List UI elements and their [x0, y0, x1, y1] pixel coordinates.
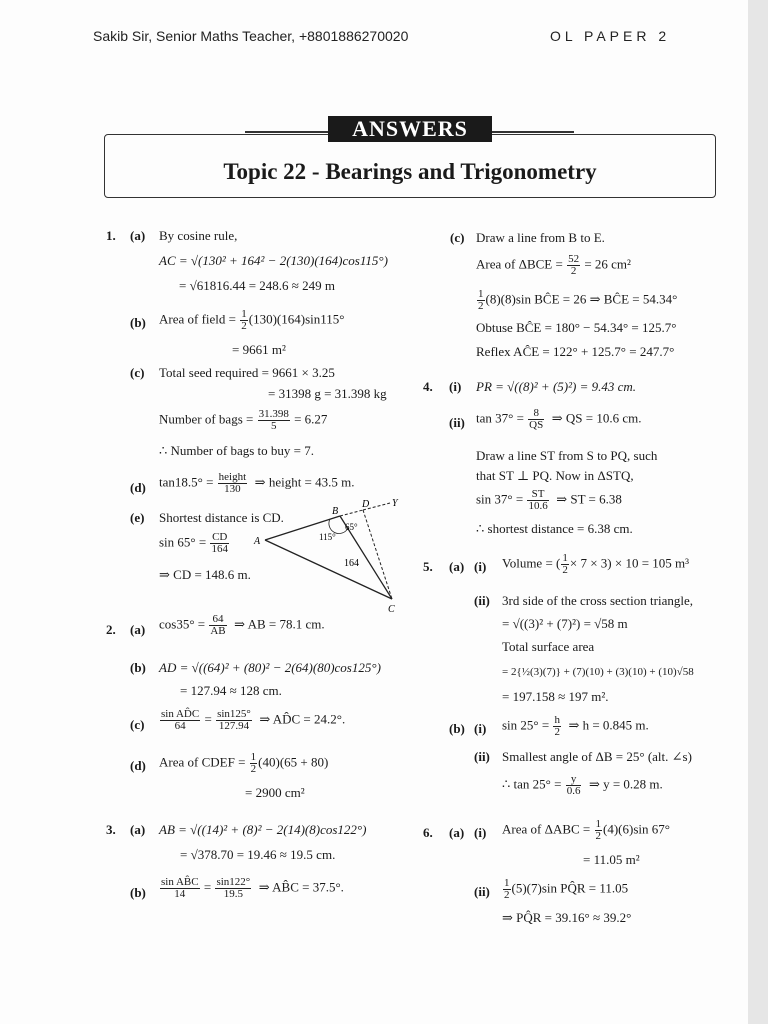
q1a-label: (a)	[130, 228, 146, 243]
q1e-line1: Shortest distance is CD.	[159, 510, 284, 525]
fraction-den: 19.5	[223, 888, 243, 900]
q2c-result: ⇒ AD̂C = 24.2°.	[259, 711, 346, 727]
fraction	[250, 752, 258, 775]
q5aii-label: (ii)	[474, 593, 490, 608]
fraction-num: 1	[250, 751, 257, 763]
fraction	[528, 408, 544, 431]
q3a-line2: = √378.70 = 19.46 ≈ 19.5 cm.	[180, 847, 336, 862]
fraction-den: 2	[554, 726, 560, 738]
q1b-line2: = 9661 m²	[232, 342, 286, 357]
q4ii-result: ⇒ QS = 10.6 cm.	[551, 410, 642, 426]
fraction-num: 1	[504, 877, 510, 889]
q6-number: 6.	[423, 825, 433, 840]
q1e-text: sin 65° =	[159, 534, 207, 550]
q3b-line	[159, 877, 344, 900]
fraction-den: 5	[270, 420, 277, 432]
fraction	[567, 254, 580, 277]
q6aii-line	[502, 878, 628, 901]
fraction	[218, 472, 248, 495]
q1c2-line5: Reflex AĈE = 122° + 125.7° = 247.7°	[476, 344, 675, 359]
fraction-den: 130	[224, 483, 241, 495]
fraction-den: 64	[174, 720, 186, 732]
fraction-den: 164	[211, 543, 228, 555]
q1c2-label: (c)	[450, 230, 465, 245]
q3b-label: (b)	[130, 885, 146, 900]
q6ai-text: Area of ΔABC =	[502, 821, 591, 837]
q5-number: 5.	[423, 559, 433, 574]
fraction	[215, 877, 251, 900]
equals-sign: =	[204, 711, 212, 727]
q2b-line2: = 127.94 ≈ 128 cm.	[180, 683, 282, 698]
fraction	[503, 878, 511, 901]
fraction-num: 8	[528, 408, 544, 420]
q5bii-result: ⇒ y = 0.28 m.	[588, 776, 663, 792]
fraction	[240, 309, 248, 332]
fraction	[258, 409, 290, 432]
fraction	[160, 877, 200, 900]
fraction-num: 31.398	[258, 408, 289, 420]
angle-65: 65°	[345, 522, 358, 532]
q5bi-text: sin 25° =	[502, 717, 550, 733]
q2a-line	[159, 614, 325, 637]
q1c-text: Number of bags =	[159, 411, 254, 427]
fraction	[527, 489, 548, 512]
fraction-den: 2	[478, 300, 484, 312]
q4i-label: (i)	[449, 379, 462, 394]
q5a-label: (a)	[449, 559, 465, 574]
q2d-rest: (40)(65 + 80)	[258, 754, 329, 770]
q6ai-rest: (4)(6)sin 67°	[603, 821, 670, 837]
fraction-den: 2	[504, 889, 510, 901]
line-dc	[363, 510, 392, 599]
fraction-num: 1	[478, 288, 484, 300]
q2c-label: (c)	[130, 717, 145, 732]
q1c2-line1: Draw a line from B to E.	[476, 230, 605, 245]
fraction-den: 2	[595, 830, 602, 842]
header-paper: OL PAPER 2	[550, 28, 671, 44]
q5b-label: (b)	[449, 721, 465, 736]
fraction-num: 52	[568, 253, 580, 265]
fraction-num: y	[566, 774, 582, 786]
q6a-label: (a)	[449, 825, 465, 840]
fraction-num: h	[554, 714, 560, 726]
fraction-num: height	[218, 471, 247, 483]
q5bii-label: (ii)	[474, 749, 490, 764]
q5bi-result: ⇒ h = 0.845 m.	[568, 717, 649, 733]
fraction-num: 64	[209, 614, 226, 626]
banner-rule-left	[245, 131, 328, 133]
fraction-den: 2	[570, 265, 577, 277]
q2a-label: (a)	[130, 622, 146, 637]
q2b-label: (b)	[130, 660, 146, 675]
q1c2-line3	[476, 289, 677, 312]
q5ai-line	[502, 553, 689, 576]
banner-rule-right	[492, 131, 574, 133]
q4-line5	[476, 489, 622, 512]
q1d-label: (d)	[130, 480, 146, 495]
fraction-den: 127.94	[218, 720, 250, 732]
q4-line3: Draw a line ST from S to PQ, such	[476, 448, 658, 463]
label-b: B	[332, 506, 339, 517]
q1c-line2: = 31398 g = 31.398 kg	[268, 386, 387, 401]
q3b-result: ⇒ AB̂C = 37.5°.	[258, 879, 344, 895]
fraction-num: sin122°	[216, 876, 251, 888]
fraction-den: 14	[174, 888, 186, 900]
q6ai-line2: = 11.05 m²	[583, 852, 640, 867]
fraction-num: sin AD̂C	[161, 708, 200, 720]
fraction-num: 1	[562, 552, 568, 564]
q2d-line2: = 2900 cm²	[245, 785, 305, 800]
q1-number: 1.	[106, 228, 116, 243]
q4-line6: ∴ shortest distance = 6.38 cm.	[476, 521, 633, 536]
q1b-text: Area of field =	[159, 311, 236, 327]
q5bi-line	[502, 715, 649, 738]
q4ii-label: (ii)	[449, 415, 465, 430]
q2c-line	[159, 709, 345, 732]
q1c2-eq: (8)(8)sin BĈE = 26 ⇒ BĈE = 54.34°	[485, 291, 678, 307]
fraction	[561, 553, 569, 576]
fraction	[477, 289, 485, 312]
q4-line4: that ST ⊥ PQ. Now in ΔSTQ,	[476, 468, 634, 483]
fraction-num: 1	[241, 308, 247, 320]
q1c-label: (c)	[130, 365, 145, 380]
q1b-rest: (130)(164)sin115°	[248, 311, 345, 327]
q3-number: 3.	[106, 822, 116, 837]
q4i-line: PR = √((8)² + (5)²) = 9.43 cm.	[476, 379, 637, 394]
q1c2-text: Area of ΔBCE =	[476, 256, 563, 272]
fraction-den: AB	[210, 625, 226, 637]
q5aii-line3: Total surface area	[502, 639, 595, 654]
q1e-line3: ⇒ CD = 148.6 m.	[159, 567, 251, 582]
q1a-line2: = √61816.44 = 248.6 ≈ 249 m	[179, 278, 336, 293]
fraction-num: 1	[595, 818, 602, 830]
fraction-den: 2	[250, 763, 257, 775]
triangle-diagram	[250, 496, 410, 614]
fraction	[595, 819, 603, 842]
q5ai-label: (i)	[474, 559, 487, 574]
fraction-num: ST	[527, 489, 548, 501]
q3a-label: (a)	[130, 822, 146, 837]
q5bi-label: (i)	[474, 721, 487, 736]
fraction-num: CD	[212, 531, 228, 543]
q5bii-line2	[502, 774, 663, 797]
fraction-den: QS	[529, 419, 544, 431]
q6aii-line2: ⇒ PQ̂R = 39.16° ≈ 39.2°	[502, 910, 632, 925]
q1c2-line4: Obtuse BĈE = 180° − 54.34° = 125.7°	[476, 320, 677, 335]
page-edge	[748, 0, 768, 1024]
fraction	[160, 709, 200, 732]
q3a-line1: AB = √((14)² + (8)² − 2(14)(8)cos122°)	[159, 822, 367, 837]
q1c-line4: ∴ Number of bags to buy = 7.	[159, 443, 314, 458]
q5aii-line4: = 2{½(3)(7)} + (7)(10) + (3)(10) + (10)√58	[502, 666, 694, 678]
label-d: D	[362, 499, 370, 510]
header-author: Sakib Sir, Senior Maths Teacher, +8801886270020	[93, 28, 409, 44]
label-y: Y	[392, 498, 398, 509]
q5ai-text: Volume = (	[502, 555, 561, 571]
q2d-text: Area of CDEF =	[159, 754, 246, 770]
q1d-text: tan18.5° =	[159, 474, 214, 490]
q2d-label: (d)	[130, 758, 146, 773]
q1b-label: (b)	[130, 315, 146, 330]
q1a-text: By cosine rule,	[159, 228, 238, 243]
q4-number: 4.	[423, 379, 433, 394]
q1c-result: = 6.27	[294, 411, 328, 427]
fraction-num: sin125°	[217, 708, 251, 720]
q1c2-result: = 26 cm²	[584, 256, 631, 272]
q1d-line	[159, 472, 355, 495]
fraction	[553, 715, 561, 738]
q6aii-rest: (5)(7)sin PQ̂R = 11.05	[511, 880, 629, 896]
q1d-result: ⇒ height = 43.5 m.	[254, 474, 355, 490]
q5aii-line5: = 197.158 ≈ 197 m².	[502, 689, 609, 704]
q1c2-line2	[476, 254, 631, 277]
q1c-line1: Total seed required = 9661 × 3.25	[159, 365, 335, 380]
q2-number: 2.	[106, 622, 116, 637]
fraction	[216, 709, 252, 732]
q4-text: sin 37° =	[476, 491, 524, 507]
fraction-den: 2	[562, 564, 568, 576]
label-a: A	[254, 536, 261, 547]
q1c-line3	[159, 409, 327, 432]
answers-badge: ANSWERS	[328, 116, 492, 142]
q2a-result: ⇒ AB = 78.1 cm.	[234, 616, 325, 632]
q6ai-line	[502, 819, 670, 842]
q5aii-line2: = √((3)² + (7)²) = √58 m	[502, 616, 628, 631]
q5aii-line1: 3rd side of the cross section triangle,	[502, 593, 693, 608]
q5bii-line1: Smallest angle of ΔB = 25° (alt. ∠s)	[502, 749, 692, 764]
fraction	[209, 614, 226, 637]
q6aii-label: (ii)	[474, 884, 490, 899]
q1e-line2	[159, 532, 230, 555]
q1e-label: (e)	[130, 510, 145, 525]
q1a-line1: AC = √(130² + 164² − 2(130)(164)cos115°)	[159, 253, 388, 268]
fraction	[210, 532, 229, 555]
angle-115: 115°	[319, 532, 336, 542]
q5bii-text: ∴ tan 25° =	[502, 776, 562, 792]
q2d-line	[159, 752, 328, 775]
fraction	[566, 774, 582, 797]
q2b-line1: AD = √((64)² + (80)² − 2(64)(80)cos125°)	[159, 660, 381, 675]
line-bd	[340, 510, 363, 516]
fraction-den: 2	[241, 320, 247, 332]
fraction-den: 10.6	[528, 500, 548, 512]
q1b-line1	[159, 309, 344, 332]
page-title: Topic 22 - Bearings and Trigonometry	[223, 159, 597, 184]
equals-sign: =	[203, 879, 212, 895]
q5ai-result: × 7 × 3) × 10 = 105 m³	[569, 555, 690, 571]
title-box	[104, 134, 716, 198]
label-c: C	[388, 604, 395, 614]
q4ii-line	[476, 408, 641, 431]
q4ii-text: tan 37° =	[476, 410, 524, 426]
fraction-num: sin AB̂C	[161, 876, 199, 888]
q4-result: ⇒ ST = 6.38	[556, 491, 622, 507]
side-164-label: 164	[344, 558, 359, 569]
fraction-den: 0.6	[566, 785, 581, 797]
q6ai-label: (i)	[474, 825, 487, 840]
q2a-text: cos35° =	[159, 616, 206, 632]
